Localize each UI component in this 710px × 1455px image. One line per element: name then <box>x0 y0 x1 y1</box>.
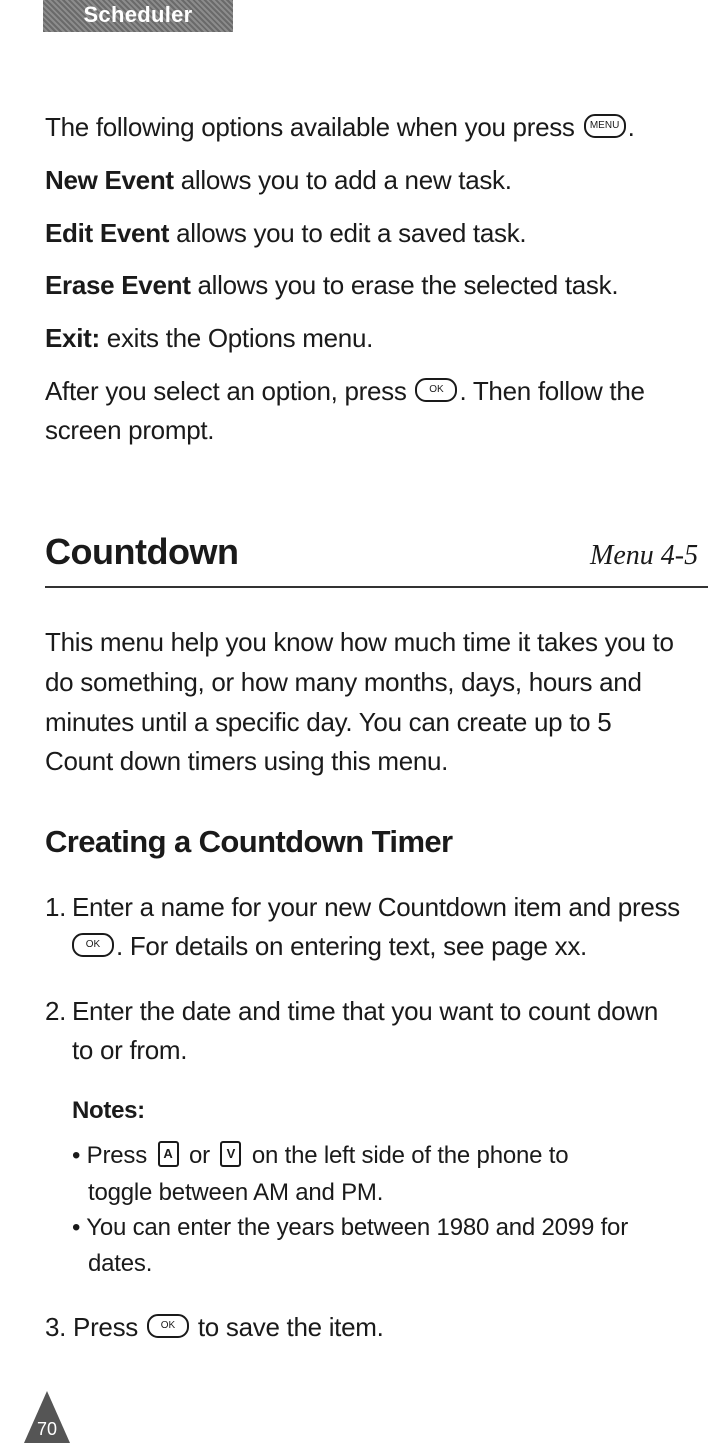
step1-line1: Enter a name for your new Countdown item and press <box>72 892 680 922</box>
countdown-title: Countdown <box>45 531 239 572</box>
section-tab-label: Scheduler <box>83 2 193 27</box>
step-number: 1. <box>45 892 67 922</box>
note2-line1: • You can enter the years between 1980 and 2099 for <box>72 1214 628 1241</box>
step2-line2: to or from. <box>72 1035 188 1065</box>
creating-title: Creating a Countdown Timer <box>45 824 453 859</box>
ok-key-icon: OK <box>415 378 457 402</box>
menu-reference: Menu 4-5 <box>590 540 699 571</box>
step-number: 3. <box>45 1312 67 1342</box>
option-exit: Exit: exits the Options menu. <box>45 323 374 353</box>
intro-paragraph: The following options available when you press MENU . <box>45 112 635 142</box>
after-select-line1: After you select an option, press OK . Then follow the <box>45 376 645 406</box>
page-number: 70 <box>36 1419 58 1439</box>
menu-key-icon: MENU <box>584 114 626 138</box>
note2-line2: dates. <box>88 1250 153 1277</box>
volume-down-key-icon: V <box>220 1141 241 1167</box>
step1-line2: OK . For details on entering text, see page xx. <box>70 929 587 963</box>
section-tab <box>43 0 233 32</box>
option-new-event: New Event allows you to add a new task. <box>45 165 512 195</box>
bullet: • <box>72 1214 81 1241</box>
countdown-body-line: This menu help you know how much time it takes you to <box>45 627 674 657</box>
after-select-line2: screen prompt. <box>45 415 215 445</box>
step3-line: 3. Press OK to save the item. <box>45 1312 384 1342</box>
countdown-body-line: Count down timers using this menu. <box>45 746 449 776</box>
bullet: • <box>72 1142 81 1169</box>
step-number: 2. <box>45 996 67 1026</box>
ok-key-icon: OK <box>147 1314 189 1338</box>
note1-line1: • Press A or V on the left side of the phone to <box>72 1142 569 1169</box>
note1-line2: toggle between AM and PM. <box>88 1179 384 1206</box>
countdown-body-line: minutes until a specific day. You can create up to 5 <box>45 707 612 737</box>
volume-up-key-icon: A <box>158 1141 179 1167</box>
notes-title: Notes: <box>72 1097 145 1124</box>
section-divider <box>45 586 708 588</box>
option-edit-event: Edit Event allows you to edit a saved task. <box>45 218 527 248</box>
countdown-body-line: do something, or how many months, days, hours and <box>45 667 642 697</box>
ok-key-icon: OK <box>72 933 114 957</box>
option-erase-event: Erase Event allows you to erase the selected task. <box>45 270 619 300</box>
step2-line1: Enter the date and time that you want to count down <box>72 996 658 1026</box>
